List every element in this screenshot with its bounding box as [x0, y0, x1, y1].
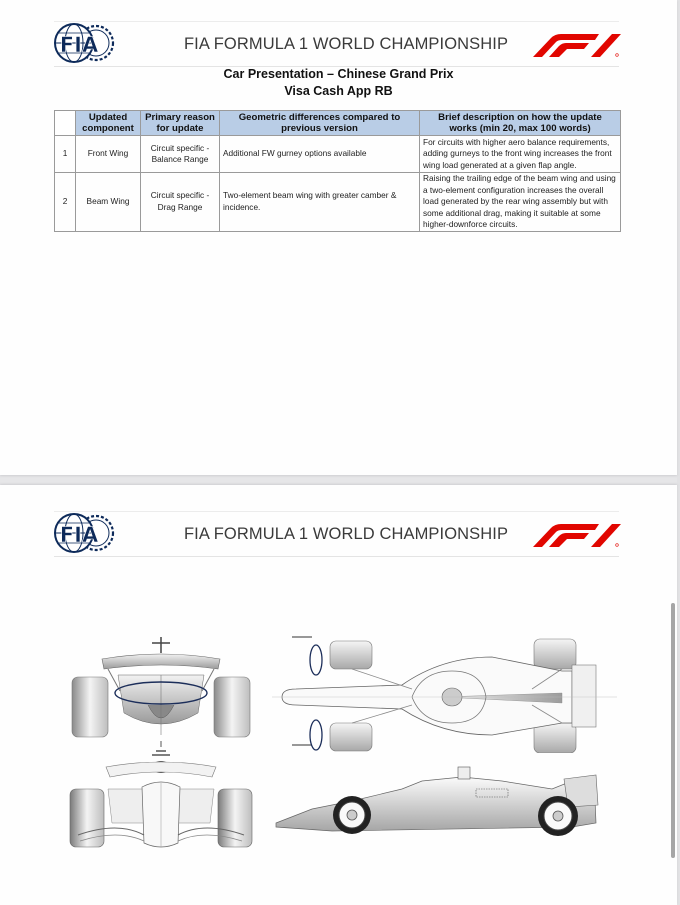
row-geometric: Additional FW gurney options available — [220, 136, 420, 173]
vertical-scrollbar[interactable] — [671, 603, 675, 858]
row-reason: Circuit specific - Balance Range — [141, 136, 220, 173]
row-description: Raising the trailing edge of the beam wing and using a two-element configuration increases the overall load generated by the rear wing assembly but with some additional drag, making it suitable at some higher-downforce circuits. — [420, 173, 621, 232]
document-title: Car Presentation – Chinese Grand Prix — [223, 67, 454, 81]
row-description: For circuits with higher aero balance requirements, adding gurneys to the front wing increases the front wing load generated at a given flap angle. — [420, 136, 621, 173]
car-side-view — [272, 753, 617, 853]
table-row — [55, 173, 621, 232]
car-front-view — [68, 743, 254, 855]
row-component: Front Wing — [76, 136, 141, 173]
f1-logo-icon — [529, 522, 621, 548]
header-geometric: Geometric differences compared to previous version — [220, 111, 420, 136]
row-geometric: Two-element beam wing with greater camber & incidence. — [220, 173, 420, 232]
f1-logo-icon — [529, 32, 621, 58]
front-wing-highlight-bottom — [310, 720, 322, 750]
row-reason: Circuit specific - Drag Range — [141, 173, 220, 232]
car-top-view — [272, 627, 617, 753]
document-page-2 — [0, 485, 677, 905]
championship-title: FIA FORMULA 1 WORLD CHAMPIONSHIP — [184, 525, 509, 543]
front-wing-highlight-top — [310, 645, 322, 675]
page-header — [54, 511, 619, 557]
table-header-row — [55, 111, 621, 136]
car-figures — [54, 595, 619, 855]
page-header — [54, 21, 619, 67]
row-component: Beam Wing — [76, 173, 141, 232]
car-rear-view — [68, 635, 254, 747]
svg-text:FIA: FIA — [59, 33, 99, 57]
header-reason: Primary reason for update — [141, 111, 220, 136]
header-index — [55, 111, 76, 136]
fia-logo-icon — [52, 510, 116, 556]
header-component: Updated component — [76, 111, 141, 136]
header-description: Brief description on how the update works (min 20, max 100 words) — [420, 111, 621, 136]
svg-text:FIA: FIA — [59, 523, 99, 547]
championship-title: FIA FORMULA 1 WORLD CHAMPIONSHIP — [184, 35, 509, 53]
update-table — [54, 110, 621, 232]
team-name: Visa Cash App RB — [284, 84, 393, 98]
table-row — [55, 136, 621, 173]
fia-logo-icon — [52, 20, 116, 66]
row-number: 1 — [55, 136, 76, 173]
row-number: 2 — [55, 173, 76, 232]
